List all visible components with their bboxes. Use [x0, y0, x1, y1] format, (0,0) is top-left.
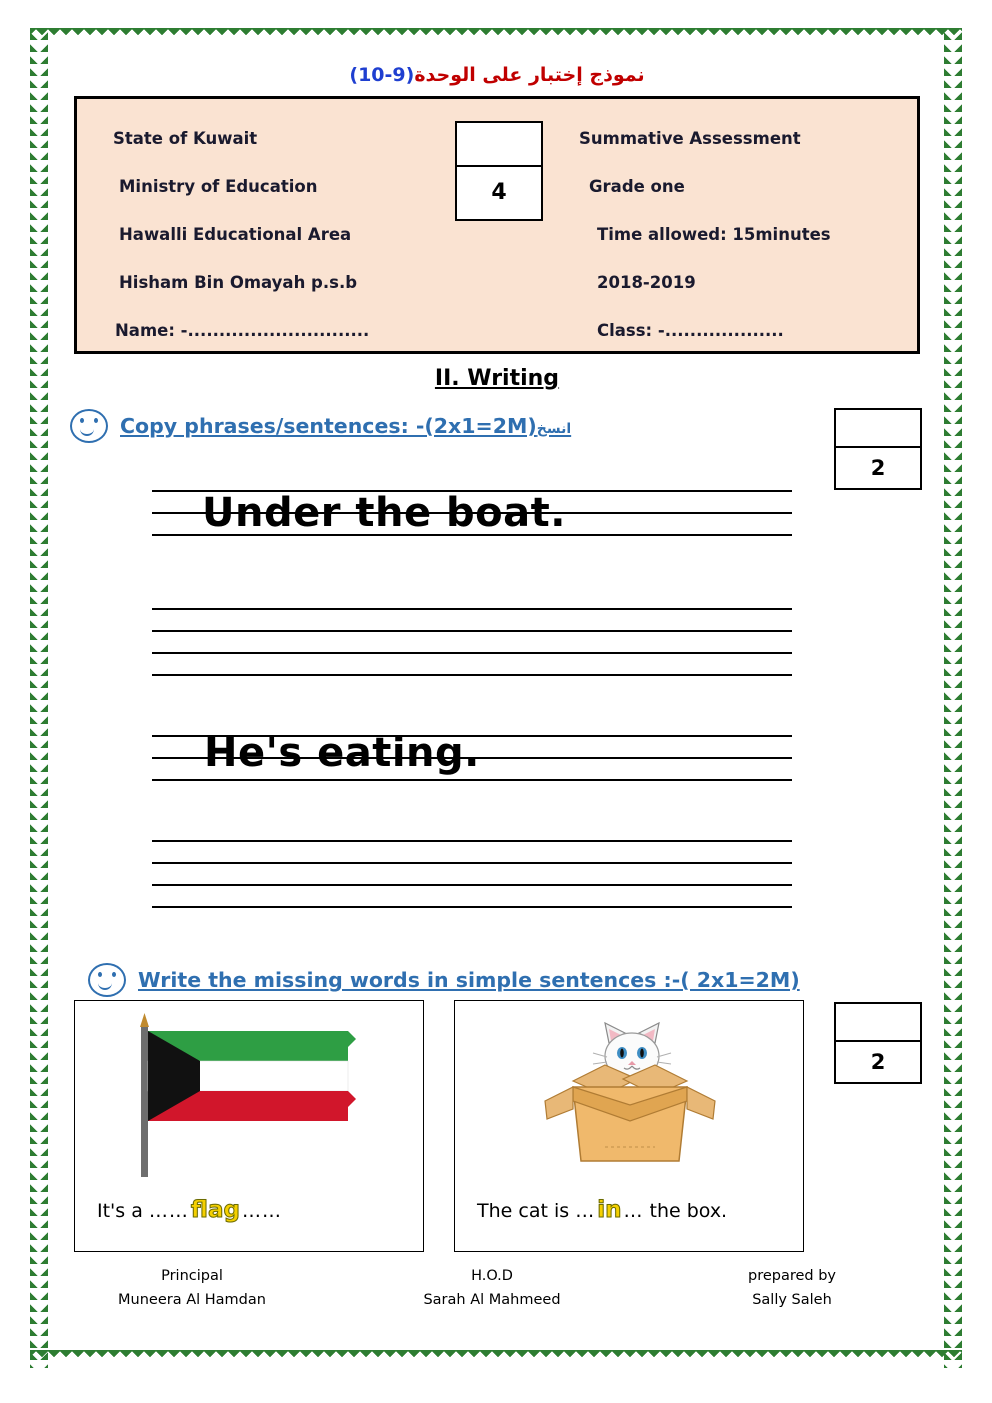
smiley-eye-left-icon — [80, 418, 84, 423]
question-1-heading — [52, 409, 942, 443]
smiley-eye-right-icon — [94, 418, 98, 423]
writing-line — [152, 674, 792, 676]
card-flag — [74, 1000, 424, 1252]
page-border-right — [944, 28, 962, 1368]
sample-sentence-2: He's eating. — [204, 730, 480, 776]
prepared-name: Sally Saleh — [752, 1292, 832, 1308]
smiley-face-icon — [70, 409, 108, 443]
caption-after: the box. — [643, 1200, 728, 1222]
kuwait-flag-image — [75, 1009, 423, 1179]
hod-role: H.O.D — [471, 1268, 513, 1284]
question-1-mark-empty-cell[interactable] — [836, 410, 920, 448]
question-1-mark-value: 2 — [870, 456, 886, 480]
smiley-eye-left-icon — [98, 972, 102, 977]
info-row-1 — [77, 129, 917, 148]
info-row-4 — [77, 273, 917, 292]
smiley-mouth-icon — [98, 981, 112, 990]
card-flag-caption — [97, 1197, 282, 1223]
grade-label: Grade one — [589, 177, 685, 196]
question-2-mark-empty-cell[interactable] — [836, 1004, 920, 1042]
card-cat — [454, 1000, 804, 1252]
smiley-mouth-icon — [80, 427, 94, 436]
area-label: Hawalli Educational Area — [119, 225, 352, 244]
question-1-label-wrap — [120, 414, 571, 438]
caption-dots-after: …… — [241, 1200, 282, 1222]
info-row-2 — [77, 177, 917, 196]
signature-footer — [92, 1268, 892, 1308]
info-row-3 — [77, 225, 917, 244]
principal-role: Principal — [161, 1268, 223, 1284]
smiley-eye-right-icon — [112, 972, 116, 977]
class-field[interactable]: Class: -................... — [597, 321, 784, 340]
writing-line — [152, 906, 792, 908]
ministry-label: Ministry of Education — [119, 177, 318, 196]
card-cat-caption — [477, 1197, 727, 1223]
card-flag-answer[interactable]: flag — [190, 1197, 240, 1223]
info-row-5 — [77, 321, 917, 340]
cat-in-box-image — [455, 1009, 803, 1179]
caption-dots-after: … — [623, 1200, 644, 1222]
question-1-mark-box — [834, 408, 922, 490]
question-2-label: Write the missing words in simple sentences :-( 2x1=2M) — [138, 968, 800, 992]
worksheet-content — [52, 50, 942, 1348]
question-1-arabic-hint: انسخ — [536, 421, 572, 437]
prepared-role: prepared by — [747, 1268, 837, 1284]
year-label: 2018-2019 — [597, 273, 696, 292]
writing-line — [152, 779, 792, 781]
section-title: II. Writing — [434, 366, 560, 391]
page-border-top — [30, 28, 962, 46]
arabic-worksheet-title — [52, 64, 942, 86]
question-2-heading — [70, 963, 800, 997]
school-label: Hisham Bin Omayah p.s.b — [119, 273, 358, 292]
picture-cards — [74, 1000, 834, 1252]
caption-dots-before: …… — [148, 1200, 189, 1222]
total-score-value: 4 — [491, 179, 507, 205]
question-1-label: Copy phrases/sentences: -(2x1=2M) — [120, 414, 537, 438]
writing-lines-blank-1[interactable] — [152, 608, 792, 676]
question-2-mark-box — [834, 1002, 922, 1084]
caption-before: It's a — [97, 1200, 149, 1222]
writing-lines-blank-2[interactable] — [152, 840, 792, 908]
caption-dots-before: … — [575, 1200, 596, 1222]
smiley-face-icon — [88, 963, 126, 997]
hod-name: Sarah Al Mahmeed — [423, 1292, 561, 1308]
footer-hod — [362, 1268, 622, 1308]
exam-info-box — [74, 96, 920, 354]
arabic-title-unit: (9-10) — [349, 64, 415, 86]
assessment-label: Summative Assessment — [579, 129, 801, 148]
arabic-title-text: نموذج إختبار على الوحدة — [414, 64, 645, 86]
sample-sentence-1: Under the boat. — [202, 490, 566, 536]
time-label: Time allowed: 15minutes — [597, 225, 831, 244]
card-cat-answer[interactable]: in — [597, 1197, 622, 1223]
question-2-mark-value: 2 — [870, 1050, 886, 1074]
page-border-left — [30, 28, 48, 1368]
caption-before: The cat is — [477, 1200, 576, 1222]
page-border-bottom — [30, 1350, 962, 1368]
footer-prepared-by — [692, 1268, 892, 1308]
principal-name: Muneera Al Hamdan — [118, 1292, 266, 1308]
footer-principal — [92, 1268, 292, 1308]
name-field[interactable]: Name: -............................. — [115, 321, 370, 340]
state-label: State of Kuwait — [113, 129, 258, 148]
